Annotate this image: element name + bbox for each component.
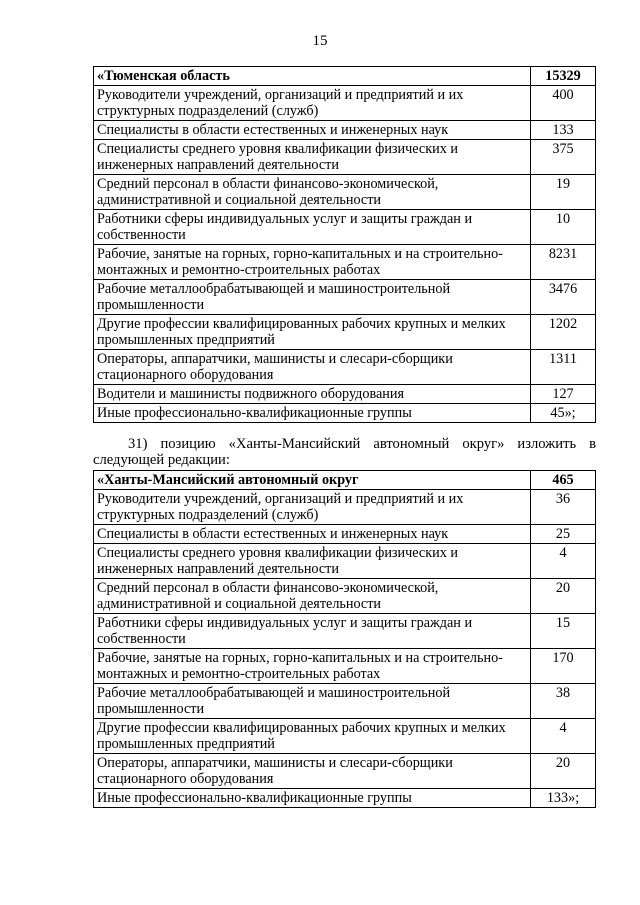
amendment-paragraph: 31) позицию «Ханты-Мансийский автономный округ» изложить в следующей редакции: — [93, 436, 596, 468]
khanty-table-body — [94, 471, 596, 808]
table-row — [94, 140, 596, 175]
quota-value: 3476 — [531, 280, 596, 315]
quota-value: 36 — [531, 490, 596, 525]
table-row — [94, 525, 596, 544]
occupation-group: Специалисты в области естественных и инженерных наук — [94, 525, 531, 544]
quota-value: 20 — [531, 579, 596, 614]
occupation-group: Средний персонал в области финансово-экономической, административной и социальной деятельности — [94, 175, 531, 210]
quota-value: 25 — [531, 525, 596, 544]
table-row — [94, 404, 596, 423]
table-row — [94, 121, 596, 140]
table-row — [94, 350, 596, 385]
quota-value: 19 — [531, 175, 596, 210]
occupation-group: Другие профессии квалифицированных рабочих крупных и мелких промышленных предприятий — [94, 315, 531, 350]
occupation-group: Руководители учреждений, организаций и предприятий и их структурных подразделений (служб) — [94, 490, 531, 525]
khanty-mansi-table — [93, 470, 596, 808]
quota-value: 38 — [531, 684, 596, 719]
occupation-group: Руководители учреждений, организаций и предприятий и их структурных подразделений (служб) — [94, 86, 531, 121]
occupation-group: Специалисты в области естественных и инженерных наук — [94, 121, 531, 140]
quota-value: 45»; — [531, 404, 596, 423]
occupation-group: Рабочие, занятые на горных, горно-капитальных и на строительно-монтажных и ремонтно-строительных работах — [94, 245, 531, 280]
table-row — [94, 86, 596, 121]
table-row — [94, 719, 596, 754]
quota-value: 8231 — [531, 245, 596, 280]
table-header-row — [94, 67, 596, 86]
occupation-group: Специалисты среднего уровня квалификации физических и инженерных направлений деятельности — [94, 140, 531, 175]
table-row — [94, 385, 596, 404]
occupation-group: Операторы, аппаратчики, машинисты и слесари-сборщики стационарного оборудования — [94, 350, 531, 385]
quota-value: 127 — [531, 385, 596, 404]
occupation-group: Иные профессионально-квалификационные группы — [94, 404, 531, 423]
quota-value: 20 — [531, 754, 596, 789]
quota-value: 170 — [531, 649, 596, 684]
page-number: 15 — [312, 33, 328, 49]
tyumen-region-table — [93, 66, 596, 423]
region-name: «Тюменская область — [94, 67, 531, 86]
table-row — [94, 280, 596, 315]
table-row — [94, 245, 596, 280]
table-row — [94, 754, 596, 789]
occupation-group: Работники сферы индивидуальных услуг и защиты граждан и собственности — [94, 614, 531, 649]
table-row — [94, 175, 596, 210]
quota-value: 15 — [531, 614, 596, 649]
region-total: 465 — [531, 471, 596, 490]
occupation-group: Водители и машинисты подвижного оборудования — [94, 385, 531, 404]
quota-value: 4 — [531, 544, 596, 579]
occupation-group: Рабочие, занятые на горных, горно-капитальных и на строительно-монтажных и ремонтно-строительных работах — [94, 649, 531, 684]
quota-value: 1202 — [531, 315, 596, 350]
occupation-group: Другие профессии квалифицированных рабочих крупных и мелких промышленных предприятий — [94, 719, 531, 754]
region-name: «Ханты-Мансийский автономный округ — [94, 471, 531, 490]
occupation-group: Рабочие металлообрабатывающей и машиностроительной промышленности — [94, 280, 531, 315]
occupation-group: Иные профессионально-квалификационные группы — [94, 789, 531, 808]
table-row — [94, 579, 596, 614]
quota-value: 133»; — [531, 789, 596, 808]
tyumen-table-body — [94, 67, 596, 423]
table-row — [94, 544, 596, 579]
table-row — [94, 210, 596, 245]
table-row — [94, 684, 596, 719]
occupation-group: Работники сферы индивидуальных услуг и защиты граждан и собственности — [94, 210, 531, 245]
quota-value: 133 — [531, 121, 596, 140]
quota-value: 1311 — [531, 350, 596, 385]
quota-value: 375 — [531, 140, 596, 175]
quota-value: 400 — [531, 86, 596, 121]
table-row — [94, 315, 596, 350]
table-row — [94, 649, 596, 684]
table-header-row — [94, 471, 596, 490]
table-row — [94, 614, 596, 649]
occupation-group: Средний персонал в области финансово-экономической, административной и социальной деятельности — [94, 579, 531, 614]
occupation-group: Операторы, аппаратчики, машинисты и слесари-сборщики стационарного оборудования — [94, 754, 531, 789]
table-row — [94, 490, 596, 525]
occupation-group: Рабочие металлообрабатывающей и машиностроительной промышленности — [94, 684, 531, 719]
table-row — [94, 789, 596, 808]
region-total: 15329 — [531, 67, 596, 86]
quota-value: 4 — [531, 719, 596, 754]
occupation-group: Специалисты среднего уровня квалификации физических и инженерных направлений деятельности — [94, 544, 531, 579]
quota-value: 10 — [531, 210, 596, 245]
